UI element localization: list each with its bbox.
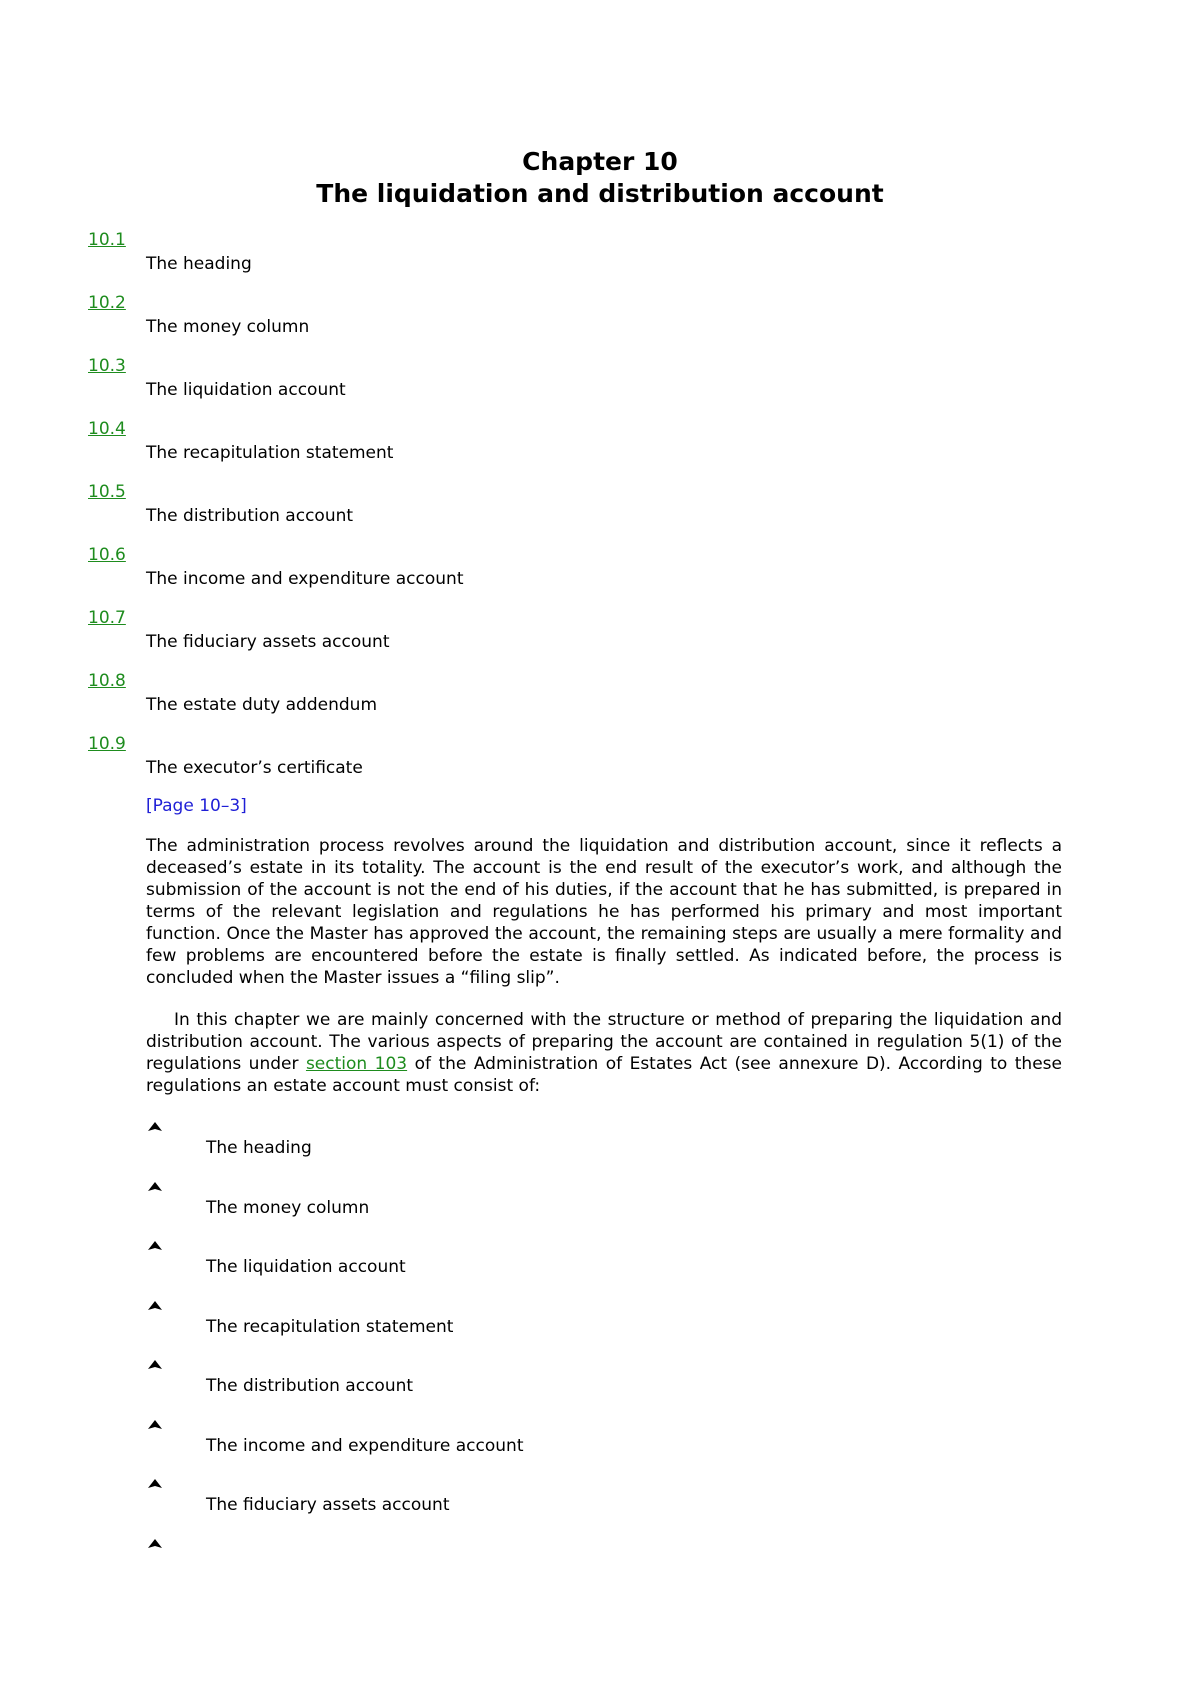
list-item: [146, 1297, 1046, 1357]
toc-item-title: The heading: [146, 254, 252, 274]
toc-item: [88, 482, 1068, 545]
paragraph-text: In this chapter we are mainly concerned with the structure or method of preparing the liquidation and distribution account. The various aspects of preparing the account are contained in regulation 5(1) of the regulations under: [146, 1010, 1062, 1074]
list-item: [146, 1178, 1046, 1238]
toc-item-title: The fiduciary assets account: [146, 632, 390, 652]
toc-item-title: The liquidation account: [146, 380, 346, 400]
list-item: [146, 1416, 1046, 1476]
list-item: [146, 1475, 1046, 1535]
triangle-bullet-icon: [148, 1539, 162, 1549]
toc-link-10-7[interactable]: 10.7: [88, 608, 126, 628]
toc-link-10-2[interactable]: 10.2: [88, 293, 126, 313]
section-103-link[interactable]: section 103: [305, 1054, 408, 1074]
toc-link-10-9[interactable]: 10.9: [88, 734, 126, 754]
triangle-bullet-icon: [148, 1360, 162, 1370]
paragraph-text: of the Administration of Estates Act (see annexure D). According to these regulations an estate account must consist of:: [146, 1054, 1062, 1096]
chapter-heading: [0, 146, 1200, 210]
toc-link-10-4[interactable]: 10.4: [88, 419, 126, 439]
toc-item-title: The distribution account: [146, 506, 354, 526]
list-item: [146, 1118, 1046, 1178]
toc-item: [88, 734, 1068, 797]
list-item-text: The heading: [206, 1138, 312, 1158]
table-of-contents: [88, 230, 1068, 797]
toc-link-10-8[interactable]: 10.8: [88, 671, 126, 691]
toc-item-title: The income and expenditure account: [146, 569, 464, 589]
toc-item: [88, 293, 1068, 356]
list-item-text: The distribution account: [206, 1376, 414, 1396]
toc-item-title: The recapitulation statement: [146, 443, 394, 463]
toc-item-title: The estate duty addendum: [146, 695, 378, 715]
toc-link-10-5[interactable]: 10.5: [88, 482, 126, 502]
toc-link-10-3[interactable]: 10.3: [88, 356, 126, 376]
list-item-text: The income and expenditure account: [206, 1435, 524, 1456]
list-item-text: The fiduciary assets account: [206, 1495, 450, 1515]
list-item-text: The recapitulation statement: [206, 1316, 454, 1337]
toc-item-title: The executor’s certificate: [146, 758, 363, 778]
account-components-list: [146, 1118, 1046, 1594]
chapter-title: The liquidation and distribution account: [316, 179, 884, 208]
toc-item-title: The money column: [146, 317, 310, 337]
triangle-bullet-icon: [148, 1479, 162, 1489]
list-item: [146, 1535, 1046, 1595]
list-item: [146, 1356, 1046, 1416]
triangle-bullet-icon: [148, 1182, 162, 1192]
triangle-bullet-icon: [148, 1420, 162, 1430]
toc-item: [88, 419, 1068, 482]
triangle-bullet-icon: [148, 1122, 162, 1132]
list-item-text: The money column: [206, 1197, 370, 1218]
triangle-bullet-icon: [148, 1301, 162, 1311]
intro-paragraph: The administration process revolves around the liquidation and distribution account, since it reflects a deceased’s estate in its totality. The account is the end result of the executor’s work, and although the submission of the account is not the end of his duties, if the account that he has submitted, is prepared in terms of the relevant legislation and regulations he has performed his primary and most important function. Once the Master has approved the account, the remaining steps are usually a mere formality and few problems are encountered before the estate is finally settled. As indicated before, the process is concluded when the Master issues a “filing slip”.: [146, 836, 1062, 988]
toc-item: [88, 671, 1068, 734]
triangle-bullet-icon: [148, 1241, 162, 1251]
list-item-text: The liquidation account: [206, 1257, 406, 1277]
chapter-number: Chapter 10: [522, 147, 678, 176]
toc-item: [88, 545, 1068, 608]
list-item: [146, 1237, 1046, 1297]
toc-link-10-6[interactable]: 10.6: [88, 545, 126, 565]
toc-item: [88, 608, 1068, 671]
page-marker: [Page 10–3]: [146, 796, 247, 816]
toc-link-10-1[interactable]: 10.1: [88, 230, 126, 250]
regulations-paragraph: [146, 1009, 1062, 1097]
toc-item: [88, 230, 1068, 293]
toc-item: [88, 356, 1068, 419]
